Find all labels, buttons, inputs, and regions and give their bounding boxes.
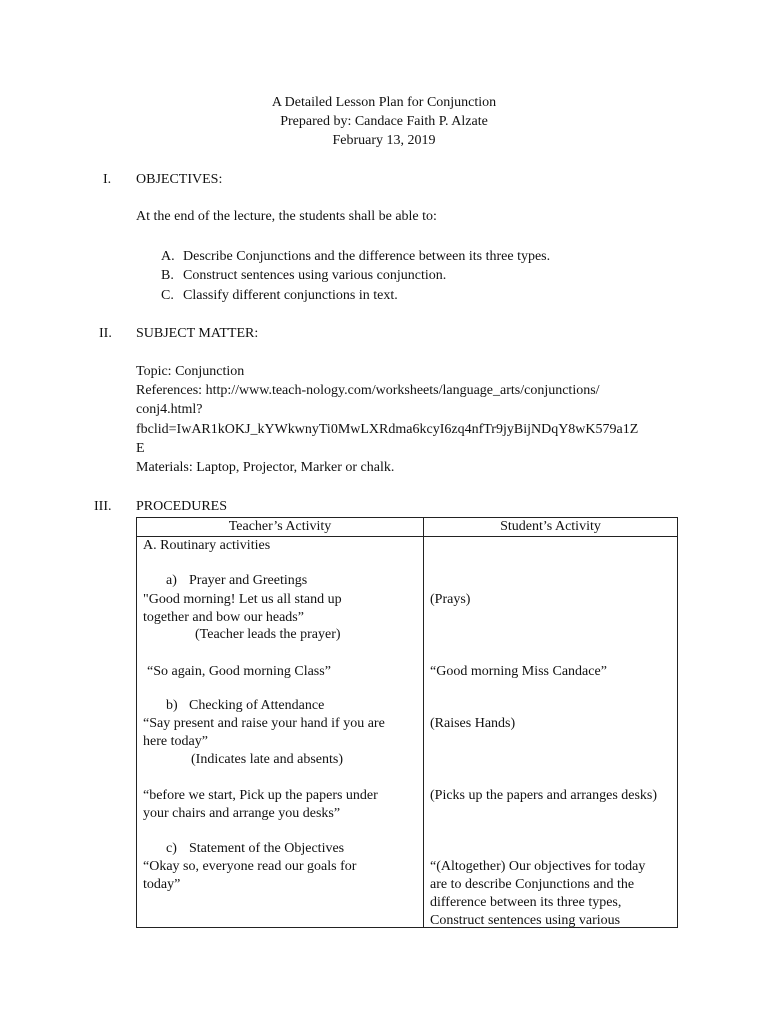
teacher-line: “So again, Good morning Class” — [147, 664, 331, 679]
student-activity-cell — [424, 537, 678, 928]
student-line: “Good morning Miss Candace” — [430, 664, 607, 679]
student-line: Construct sentences using various — [430, 913, 621, 928]
objective-letter: B. — [161, 268, 174, 283]
teacher-line: “Okay so, everyone read our goals for — [143, 859, 357, 874]
teacher-line: your chairs and arrange you desks” — [143, 806, 341, 821]
prepared-by: Prepared by: Candace Faith P. Alzate — [280, 114, 488, 129]
table-row — [137, 537, 678, 928]
objective-item: Classify different conjunctions in text. — [183, 288, 398, 303]
subject-references-cont: fbclid=IwAR1kOKJ_kYWkwnyTi0MwLXRdma6kcyI6zq4nfTr9jyBijNDqY8wK579a1Z — [136, 422, 639, 437]
teacher-line: “before we start, Pick up the papers under — [143, 788, 378, 803]
teacher-activity-cell — [137, 537, 424, 928]
subject-topic: Topic: Conjunction — [136, 364, 245, 379]
document-date: February 13, 2019 — [332, 133, 436, 148]
student-line: (Raises Hands) — [430, 716, 516, 731]
subject-references: References: http://www.teach-nology.com/worksheets/language_arts/conjunctions/ — [136, 383, 600, 398]
section-heading-objectives: OBJECTIVES: — [136, 172, 223, 187]
section-numeral-objectives: I. — [103, 172, 112, 187]
table-header-row — [137, 518, 678, 537]
column-header-student: Student’s Activity — [424, 518, 678, 537]
section-heading-procedures: PROCEDURES — [136, 499, 228, 514]
step-title: Statement of the Objectives — [189, 841, 345, 856]
subject-materials: Materials: Laptop, Projector, Marker or chalk. — [136, 460, 395, 475]
step-label: a) — [166, 573, 177, 588]
section-heading-subject: SUBJECT MATTER: — [136, 326, 259, 341]
objective-letter: C. — [161, 288, 174, 303]
procedures-table — [136, 517, 678, 928]
teacher-line: "Good morning! Let us all stand up — [143, 592, 342, 607]
objective-item: Describe Conjunctions and the difference between its three types. — [183, 249, 551, 264]
objective-letter: A. — [161, 249, 175, 264]
subject-references-cont: E — [136, 441, 145, 456]
student-line: difference between its three types, — [430, 895, 622, 910]
section-numeral-procedures: III. — [94, 499, 112, 514]
objective-item: Construct sentences using various conjunction. — [183, 268, 447, 283]
step-title: Prayer and Greetings — [189, 573, 308, 588]
step-label: c) — [166, 841, 177, 856]
teacher-line: together and bow our heads” — [143, 610, 304, 625]
subject-references-cont: conj4.html? — [136, 402, 203, 417]
teacher-note: (Teacher leads the prayer) — [195, 627, 341, 642]
objectives-intro: At the end of the lecture, the students shall be able to: — [136, 209, 437, 224]
step-label: b) — [166, 698, 178, 713]
student-line: are to describe Conjunctions and the — [430, 877, 635, 892]
student-line: (Prays) — [430, 592, 471, 607]
column-header-teacher: Teacher’s Activity — [137, 518, 424, 537]
teacher-line: “Say present and raise your hand if you are — [143, 716, 385, 731]
step-title: Checking of Attendance — [189, 698, 325, 713]
student-line: “(Altogether) Our objectives for today — [430, 859, 646, 874]
teacher-note: (Indicates late and absents) — [191, 752, 343, 767]
teacher-line: today” — [143, 877, 181, 892]
document-title: A Detailed Lesson Plan for Conjunction — [271, 95, 497, 110]
teacher-line: here today” — [143, 734, 208, 749]
section-numeral-subject: II. — [99, 326, 112, 341]
student-line: (Picks up the papers and arranges desks) — [430, 788, 658, 803]
routinary-heading: A. Routinary activities — [143, 538, 271, 553]
